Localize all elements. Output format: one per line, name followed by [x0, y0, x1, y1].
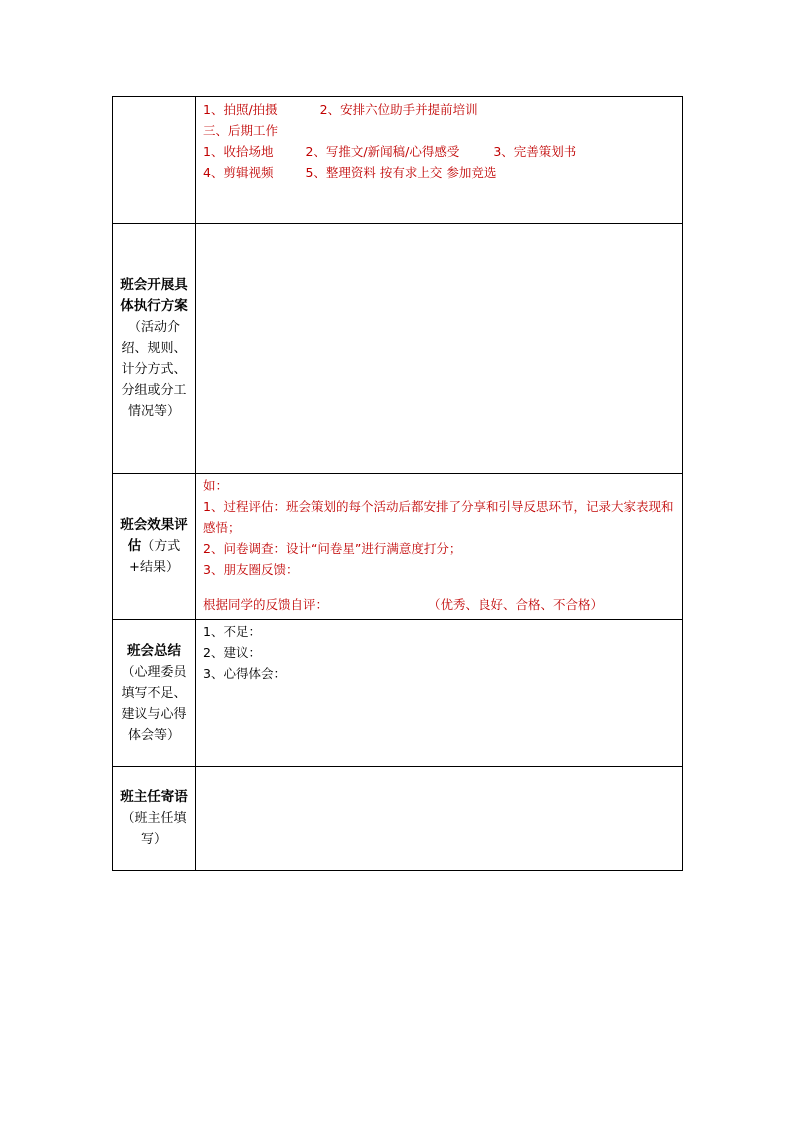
content-line: 2、问卷调查：设计“问卷星”进行满意度打分；	[203, 541, 462, 556]
row-label-teacher-message	[113, 767, 196, 871]
content-line	[203, 141, 676, 162]
label-bold-text: 班会效果评估	[120, 517, 188, 554]
table-row-work-arrangement	[113, 97, 683, 224]
effect-evaluation-content	[196, 474, 683, 620]
content-line	[203, 120, 676, 141]
item-edit-video: 4、剪辑视频	[203, 165, 274, 180]
execution-plan-content	[196, 224, 683, 474]
row-label-effect-evaluation	[113, 474, 196, 620]
table-row-execution-plan	[113, 224, 683, 474]
item-improve-plan: 3、完善策划书	[493, 144, 577, 159]
table-row-summary	[113, 620, 683, 767]
content-line: 如：	[203, 478, 229, 493]
content-line	[203, 98, 676, 120]
row-label-empty	[113, 97, 196, 224]
content-line	[203, 162, 676, 183]
label-note-text: （方式+结果）	[129, 539, 181, 575]
item-organize-materials: 5、整理资料 按有求上交 参加竞选	[305, 165, 497, 180]
table-row-effect-evaluation	[113, 474, 683, 620]
blank-line	[203, 580, 676, 594]
item-write-article: 2、写推文/新闻稿/心得感受	[305, 144, 460, 159]
self-evaluation-options: （优秀、良好、合格、不合格）	[428, 597, 604, 612]
work-arrangement-content	[196, 97, 683, 224]
content-line: 2、建议：	[203, 645, 261, 660]
row-label-summary	[113, 620, 196, 767]
content-line: 1、不足：	[203, 624, 261, 639]
self-evaluation-label: 根据同学的反馈自评：	[203, 597, 329, 612]
item-photo: 1、拍照/拍摄	[203, 102, 278, 117]
label-bold-text: 班会总结	[127, 642, 181, 659]
label-note-text: （班主任填写）	[121, 811, 187, 847]
label-note-text: （心理委员填写不足、建议与心得体会等）	[121, 664, 187, 743]
content-line: 3、朋友圈反馈：	[203, 562, 299, 577]
activity-plan-table	[112, 96, 683, 871]
row-label-execution-plan	[113, 224, 196, 474]
teacher-message-content	[196, 767, 683, 871]
item-assistants: 2、安排六位助手并提前培训	[319, 102, 478, 117]
self-evaluation-line	[203, 594, 676, 615]
label-note-text: （活动介绍、规则、计分方式、分组或分工情况等）	[121, 320, 187, 419]
section-post-work-heading: 三、后期工作	[203, 123, 279, 138]
content-line: 1、过程评估：班会策划的每个活动后都安排了分享和引导反思环节，记录大家表现和感悟；	[203, 499, 674, 535]
table-row-teacher-message	[113, 767, 683, 871]
summary-content	[196, 620, 683, 767]
label-bold-text: 班会开展具体执行方案	[120, 277, 188, 314]
content-line: 3、心得体会：	[203, 666, 286, 681]
label-bold-text: 班主任寄语	[120, 789, 188, 805]
item-clean-venue: 1、收拾场地	[203, 144, 274, 159]
